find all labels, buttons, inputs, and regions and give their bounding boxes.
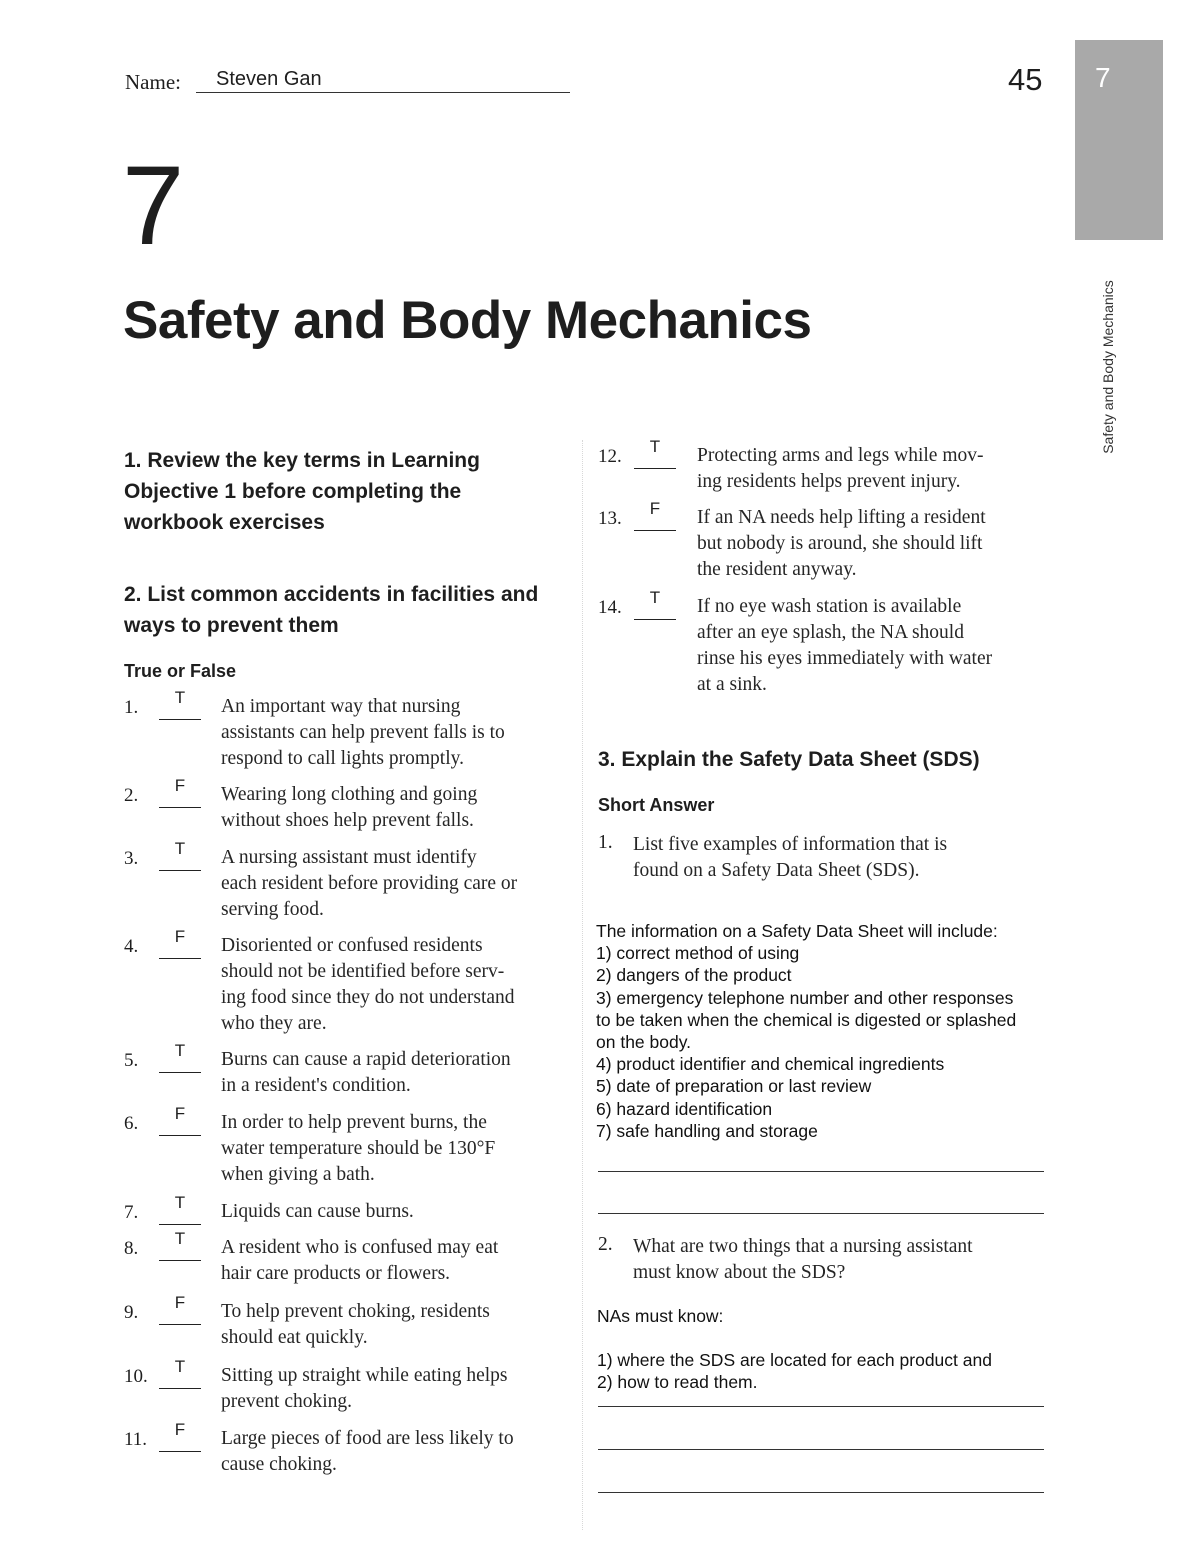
answer-blank (634, 530, 676, 531)
statement-text (221, 782, 477, 834)
answer-rule (598, 1406, 1044, 1407)
statement-line: In order to help prevent burns, the (221, 1112, 487, 1133)
chapter-number: 7 (122, 143, 185, 268)
true-false-answer[interactable]: T (174, 1041, 186, 1060)
statement-line: who they are. (221, 1013, 327, 1034)
statement-line: but nobody is around, she should lift (697, 533, 983, 554)
answer-blank (159, 1324, 201, 1325)
answer-line: 2) how to read them. (597, 1372, 758, 1393)
statement-line: respond to call lights promptly. (221, 748, 464, 769)
statement-line: after an eye splash, the NA should (697, 622, 964, 643)
answer-blank (159, 1072, 201, 1073)
question-1-line: List five examples of information that is (633, 834, 948, 855)
question-number: 10. (124, 1366, 148, 1387)
statement-text (697, 594, 992, 698)
statement-line: assistants can help prevent falls is to (221, 722, 505, 743)
true-false-answer[interactable]: T (649, 588, 661, 607)
answer-blank (159, 719, 201, 720)
question-number: 5. (124, 1050, 139, 1071)
chapter-side-tab (1075, 40, 1163, 240)
section-2-heading-line: 2. List common accidents in facilities and (124, 583, 539, 606)
answer-line: The information on a Safety Data Sheet will include: (596, 921, 998, 941)
answer-blank (159, 958, 201, 959)
statement-line: water temperature should be 130°F (221, 1138, 496, 1159)
statement-line: Wearing long clothing and going (221, 784, 478, 805)
name-underline (196, 92, 570, 93)
answer-line: 1) where the SDS are located for each product and (597, 1350, 992, 1370)
answer-line: 3) emergency telephone number and other responses (596, 987, 1014, 1008)
statement-line: hair care products or flowers. (221, 1263, 451, 1284)
statement-line: the resident anyway. (697, 559, 857, 580)
answer-blank (159, 1135, 201, 1136)
question-2-text (633, 1234, 973, 1286)
answer-line: to be taken when the chemical is digested or splashed (596, 1009, 1017, 1030)
statement-text (221, 1110, 495, 1188)
question-2-number: 2. (598, 1234, 613, 1255)
question-number: 7. (124, 1202, 139, 1223)
true-false-answer[interactable]: F (174, 1293, 186, 1312)
question-number: 14. (598, 597, 622, 618)
true-false-answer[interactable]: F (174, 927, 186, 946)
statement-line: An important way that nursing (221, 696, 461, 717)
true-false-answer[interactable]: T (174, 839, 186, 858)
question-number: 6. (124, 1113, 139, 1134)
answer-line: 1) correct method of using (596, 943, 800, 964)
page-number: 45 (1008, 62, 1043, 97)
true-false-subheading: True or False (124, 661, 237, 681)
true-false-answer[interactable]: T (174, 1193, 186, 1212)
statement-line: at a sink. (697, 674, 767, 695)
statement-line: A nursing assistant must identify (221, 847, 477, 868)
question-number: 3. (124, 848, 139, 869)
true-false-answer[interactable]: T (649, 437, 661, 456)
statement-line: in a resident's condition. (221, 1075, 411, 1096)
answer-line: 5) date of preparation or last review (596, 1076, 872, 1097)
answer-line: 6) hazard identification (596, 1098, 773, 1119)
statement-line: Burns can cause a rapid deterioration (221, 1049, 511, 1070)
question-2-line: What are two things that a nursing assistant (633, 1236, 973, 1257)
answer-blank (159, 1260, 201, 1261)
answer-blank (159, 1224, 201, 1225)
section-2-heading-line: ways to prevent them (124, 614, 339, 637)
statement-text (697, 505, 986, 583)
statement-line: If an NA needs help lifting a resident (697, 507, 986, 528)
true-false-answer[interactable]: F (174, 776, 186, 795)
question-1-line: found on a Safety Data Sheet (SDS). (633, 860, 920, 881)
true-false-answer[interactable]: F (174, 1420, 186, 1439)
statement-line: cause choking. (221, 1454, 337, 1475)
statement-line: ing food since they do not understand (221, 987, 515, 1008)
side-running-title: Safety and Body Mechanics (1100, 280, 1116, 454)
statement-text (221, 1047, 511, 1099)
statement-text (221, 1199, 414, 1225)
question-2-answer-intro[interactable]: NAs must know: (597, 1306, 724, 1326)
statement-line: Protecting arms and legs while mov- (697, 445, 984, 466)
answer-rule (598, 1171, 1044, 1172)
statement-text (697, 443, 983, 495)
statement-text (221, 1363, 508, 1415)
true-false-answer[interactable]: T (174, 1357, 186, 1376)
statement-line: Sitting up straight while eating helps (221, 1365, 508, 1386)
question-number: 8. (124, 1238, 139, 1259)
answer-line: 7) safe handling and storage (596, 1120, 818, 1141)
statement-line: each resident before providing care or (221, 873, 518, 894)
answer-rule (598, 1492, 1044, 1493)
section-1-heading-line: Objective 1 before completing the (124, 480, 462, 503)
statement-line: Large pieces of food are less likely to (221, 1428, 514, 1449)
name-label: Name: (125, 70, 181, 94)
name-field[interactable]: Steven Gan (216, 68, 322, 90)
statement-line: rinse his eyes immediately with water (697, 648, 993, 669)
statement-text (221, 1235, 498, 1287)
question-number: 13. (598, 508, 622, 529)
question-2-line: must know about the SDS? (633, 1262, 846, 1283)
answer-blank (159, 870, 201, 871)
statement-line: A resident who is confused may eat (221, 1237, 499, 1258)
true-false-answer[interactable]: T (174, 688, 186, 707)
question-number: 11. (124, 1429, 148, 1450)
statement-text (221, 1426, 514, 1478)
answer-rule (598, 1449, 1044, 1450)
statement-text (221, 694, 505, 772)
section-3-heading: 3. Explain the Safety Data Sheet (SDS) (598, 748, 980, 771)
section-2-heading (124, 579, 538, 641)
answer-line: on the body. (596, 1032, 692, 1053)
answer-line: 2) dangers of the product (596, 965, 792, 986)
statement-text (221, 845, 517, 923)
statement-line: ing residents helps prevent injury. (697, 471, 961, 492)
statement-line: To help prevent choking, residents (221, 1301, 490, 1322)
true-false-answer[interactable]: F (174, 1104, 186, 1123)
question-number: 4. (124, 936, 139, 957)
statement-line: serving food. (221, 899, 324, 920)
statement-line: prevent choking. (221, 1391, 353, 1412)
statement-line: Disoriented or confused residents (221, 935, 483, 956)
question-number: 1. (124, 697, 139, 718)
true-false-answer[interactable]: F (649, 499, 661, 518)
answer-blank (159, 807, 201, 808)
question-1-answer[interactable] (596, 920, 1016, 1142)
column-divider (582, 440, 583, 1530)
question-number: 12. (598, 446, 622, 467)
chapter-title: Safety and Body Mechanics (123, 291, 812, 350)
question-1-number: 1. (598, 832, 613, 853)
true-false-answer[interactable]: T (174, 1229, 186, 1248)
statement-line: Liquids can cause burns. (221, 1201, 414, 1222)
answer-rule (598, 1213, 1044, 1214)
question-1-text (633, 832, 947, 884)
statement-line: when giving a bath. (221, 1164, 375, 1185)
statement-line: without shoes help prevent falls. (221, 810, 474, 831)
section-1-heading (124, 445, 480, 538)
short-answer-subheading: Short Answer (598, 795, 715, 815)
side-tab-number: 7 (1095, 62, 1111, 93)
statement-line: should eat quickly. (221, 1327, 368, 1348)
answer-line: 4) product identifier and chemical ingredients (596, 1054, 945, 1075)
question-2-answer[interactable] (597, 1349, 992, 1393)
section-1-heading-line: workbook exercises (124, 511, 325, 534)
answer-blank (159, 1388, 201, 1389)
statement-text (221, 1299, 490, 1351)
statement-line: should not be identified before serv- (221, 961, 505, 982)
question-number: 9. (124, 1302, 139, 1323)
statement-line: If no eye wash station is available (697, 596, 962, 617)
answer-blank (159, 1451, 201, 1452)
statement-text (221, 933, 515, 1037)
answer-blank (634, 619, 676, 620)
question-number: 2. (124, 785, 139, 806)
section-1-heading-line: 1. Review the key terms in Learning (124, 449, 480, 472)
answer-blank (634, 468, 676, 469)
